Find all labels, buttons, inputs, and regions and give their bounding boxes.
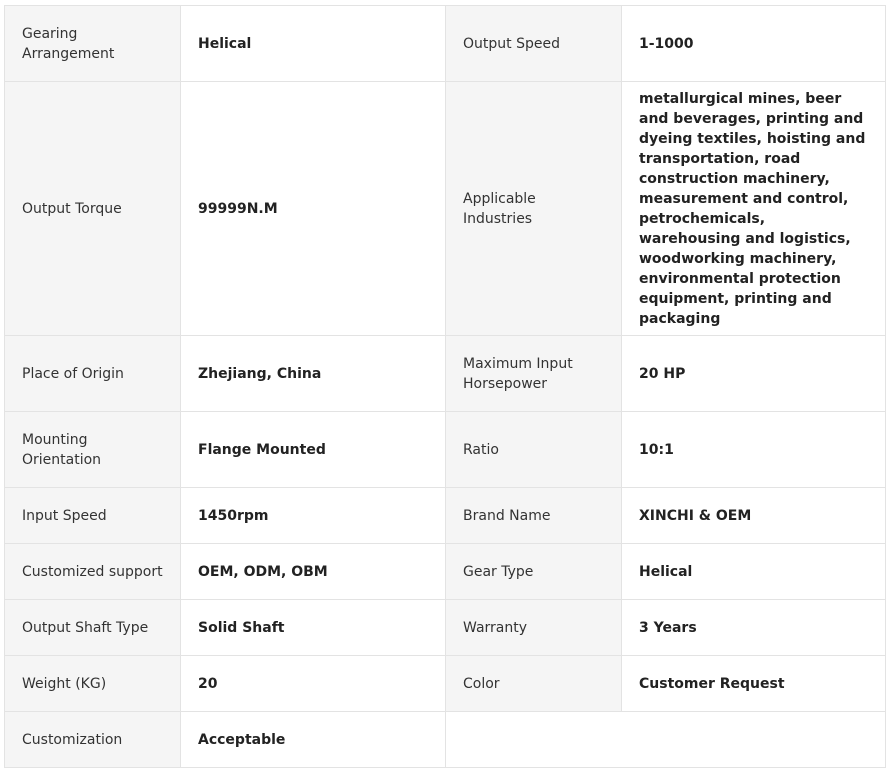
spec-label-color: Color <box>446 656 622 712</box>
spec-value-mounting-orientation: Flange Mounted <box>181 412 446 488</box>
spec-label-ratio: Ratio <box>446 412 622 488</box>
table-row <box>5 412 886 488</box>
table-row <box>5 712 886 768</box>
spec-label-weight: Weight (KG) <box>5 656 181 712</box>
spec-label-input-speed: Input Speed <box>5 488 181 544</box>
spec-value-applicable-industries: metallurgical mines, beer and beverages, printing and dyeing textiles, hoisting and transportation, road construction machinery, measurement and control, petrochemicals, warehousing and logistics, woodworking machinery, environmental protection equipment, printing and packaging <box>622 82 886 336</box>
spec-value-warranty: 3 Years <box>622 600 886 656</box>
spec-label-brand-name: Brand Name <box>446 488 622 544</box>
spec-value-weight: 20 <box>181 656 446 712</box>
table-row <box>5 6 886 82</box>
spec-label-output-torque: Output Torque <box>5 82 181 336</box>
table-row <box>5 656 886 712</box>
spec-value-output-torque: 99999N.M <box>181 82 446 336</box>
spec-label-output-shaft-type: Output Shaft Type <box>5 600 181 656</box>
spec-label-maximum-input-horsepower: Maximum Input Horsepower <box>446 336 622 412</box>
spec-value-customization: Acceptable <box>181 712 446 768</box>
spec-value-output-shaft-type: Solid Shaft <box>181 600 446 656</box>
spec-label-output-speed: Output Speed <box>446 6 622 82</box>
spec-value-brand-name: XINCHI & OEM <box>622 488 886 544</box>
table-row <box>5 600 886 656</box>
spec-label-applicable-industries: Applicable Industries <box>446 82 622 336</box>
spec-value-input-speed: 1450rpm <box>181 488 446 544</box>
spec-label-mounting-orientation: Mounting Orientation <box>5 412 181 488</box>
spec-value-color: Customer Request <box>622 656 886 712</box>
spec-label-place-of-origin: Place of Origin <box>5 336 181 412</box>
table-row <box>5 336 886 412</box>
spec-value-gear-type: Helical <box>622 544 886 600</box>
spec-value-maximum-input-horsepower: 20 HP <box>622 336 886 412</box>
spec-value-place-of-origin: Zhejiang, China <box>181 336 446 412</box>
table-row <box>5 82 886 336</box>
spec-label-gearing-arrangement: Gearing Arrangement <box>5 6 181 82</box>
spec-value-gearing-arrangement: Helical <box>181 6 446 82</box>
spec-value-output-speed: 1-1000 <box>622 6 886 82</box>
spec-label-customized-support: Customized support <box>5 544 181 600</box>
specifications-table <box>4 5 886 768</box>
table-row <box>5 544 886 600</box>
spec-value-customized-support: OEM, ODM, OBM <box>181 544 446 600</box>
spec-label-warranty: Warranty <box>446 600 622 656</box>
empty-cell <box>446 712 886 768</box>
spec-value-ratio: 10:1 <box>622 412 886 488</box>
spec-label-gear-type: Gear Type <box>446 544 622 600</box>
spec-label-customization: Customization <box>5 712 181 768</box>
table-row <box>5 488 886 544</box>
